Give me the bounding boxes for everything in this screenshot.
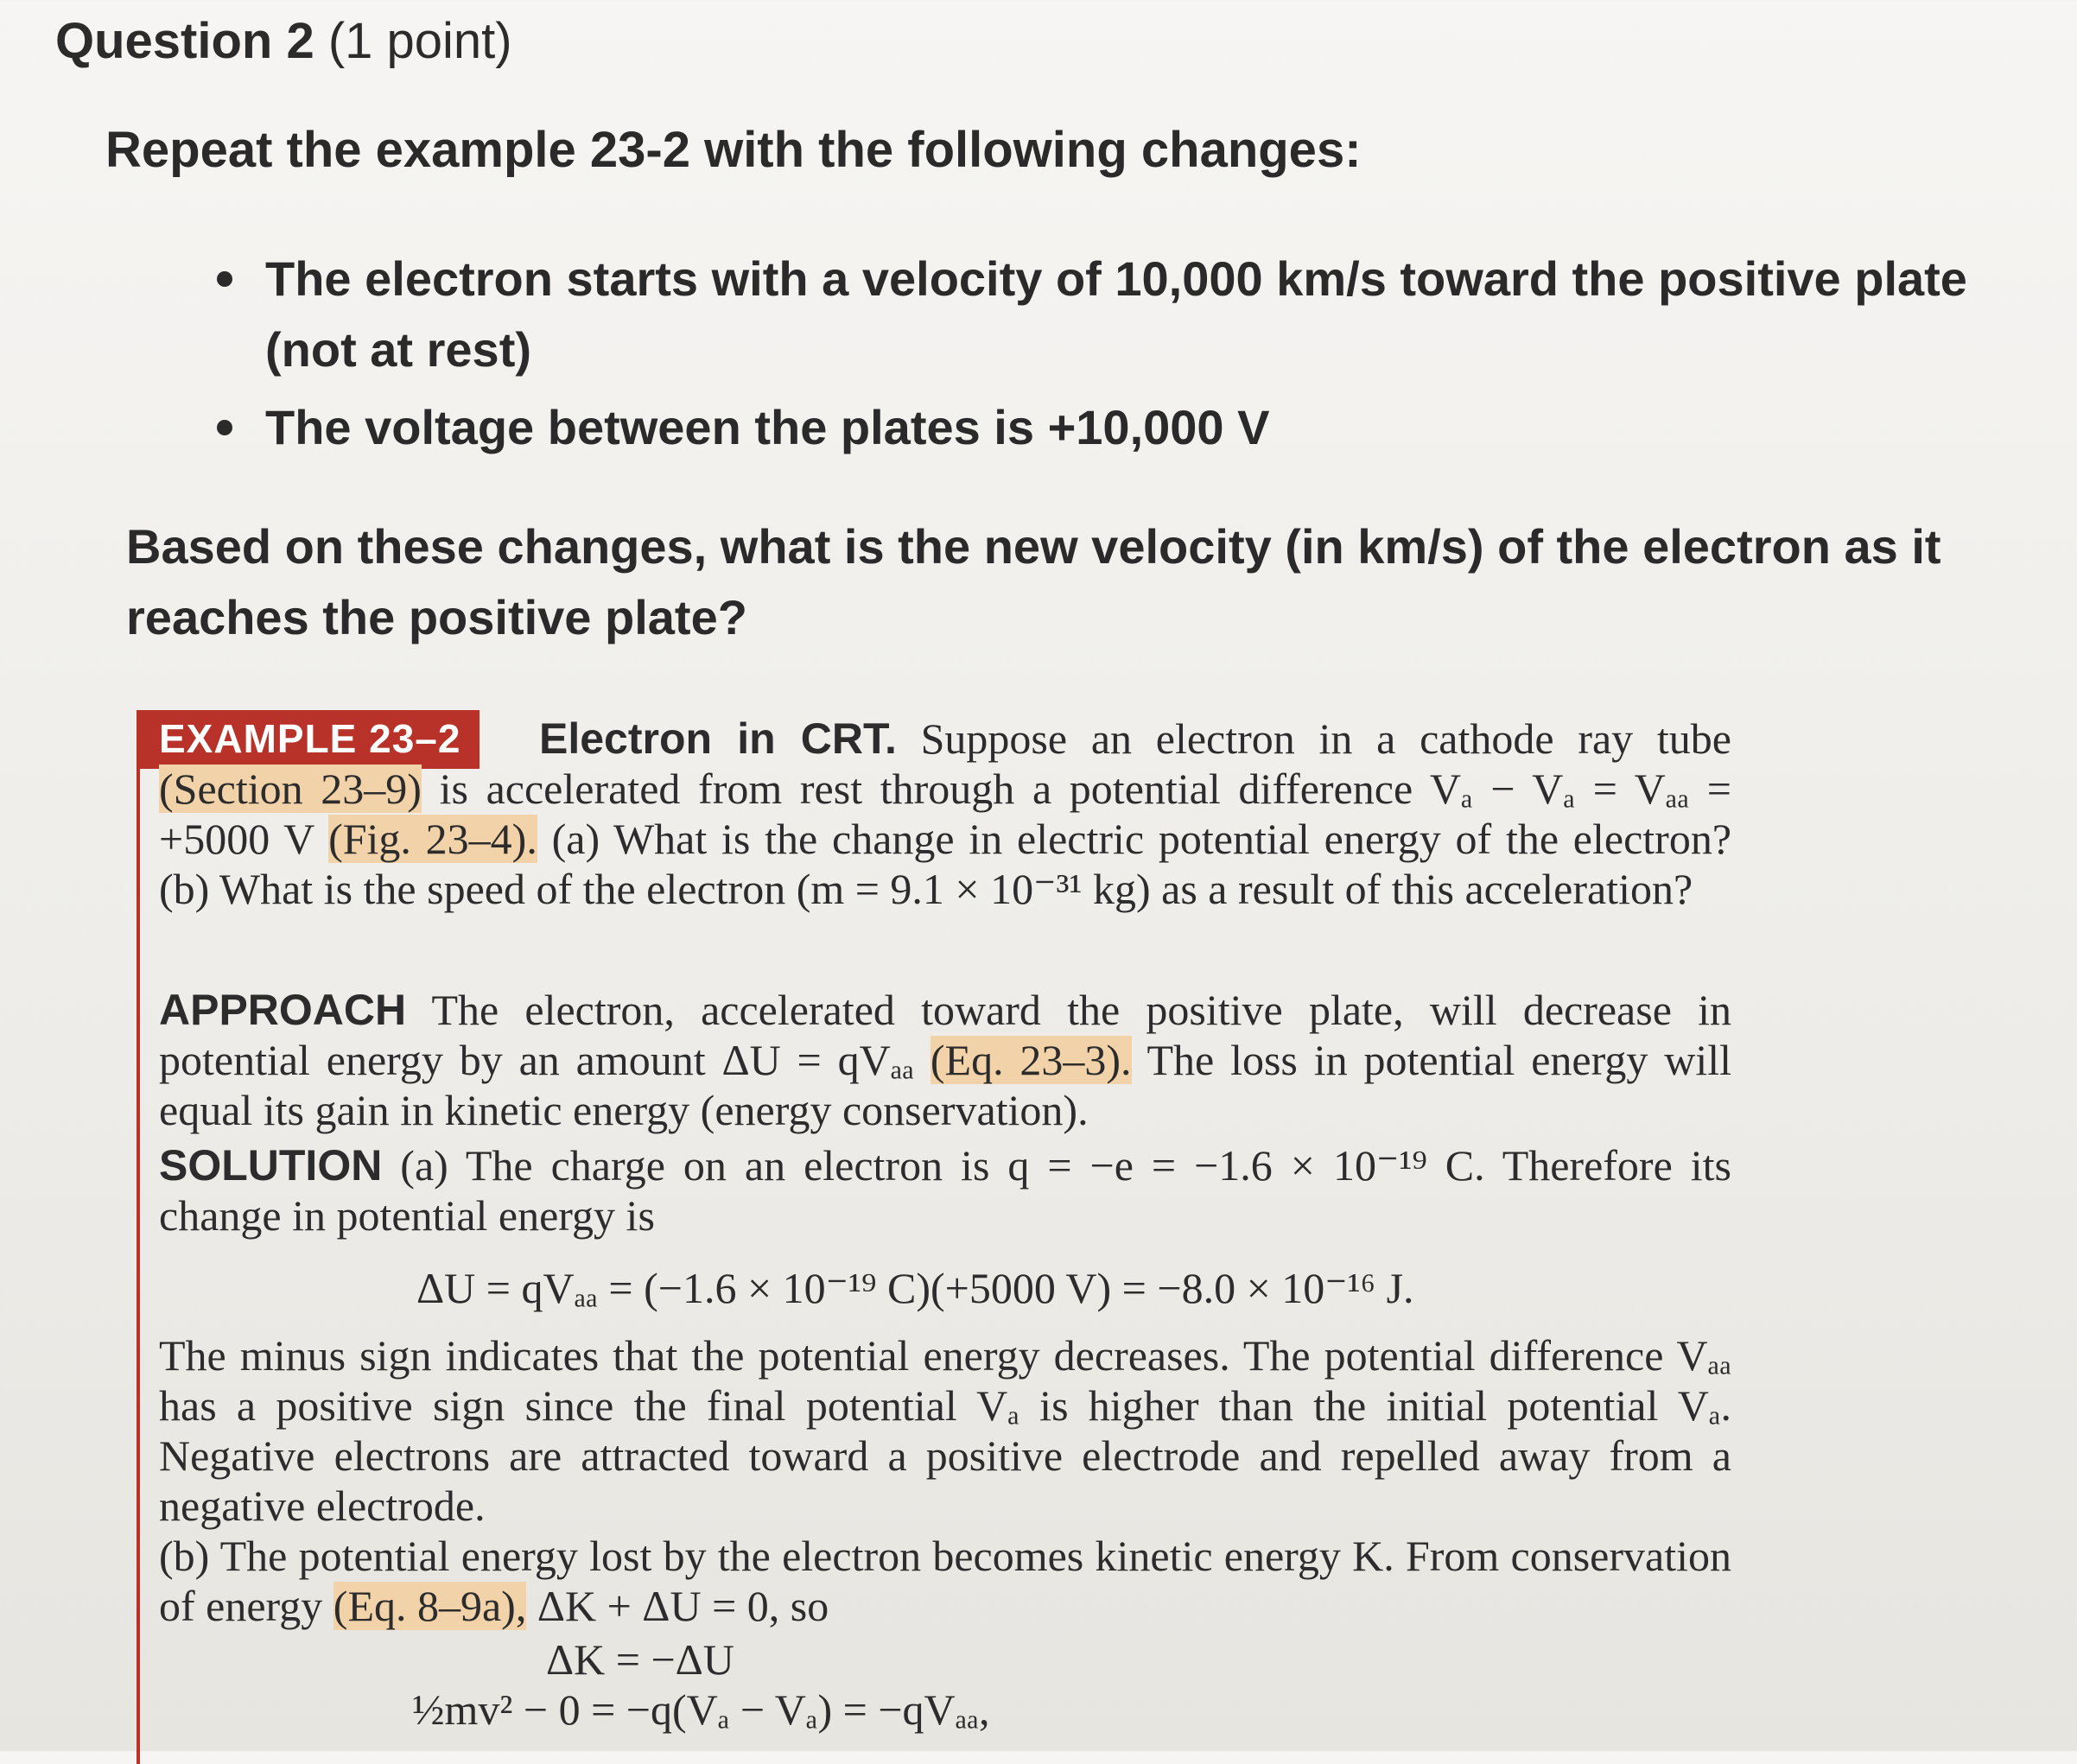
solution-text: (a) The charge on an electron is q = −e = −1.6 × 10⁻¹⁹ C. Therefore its change in potential energy is: [159, 1141, 1731, 1240]
figure-ref: (Fig. 23–4).: [328, 815, 537, 863]
minus-sign-paragraph: The minus sign indicates that the potential energy decreases. The potential difference Vₐₐ has a positive sign since the final potential Vₐ is higher than the initial potential Vₐ. Negative electrons are attracted toward a positive electrode and repelled away from a negative electrode.: [159, 1331, 1731, 1530]
approach-text: The loss in potential energy will equal its gain in kinetic energy (energy conservation).: [159, 1036, 1731, 1134]
section-ref: (Section 23–9): [159, 765, 422, 813]
bullet-text: The voltage between the plates is +10,000 V: [265, 400, 1270, 454]
approach-text: The electron, accelerated toward the positive plate, will decrease in potential energy by an amount ΔU = qVₐₐ: [159, 986, 1731, 1084]
question-points: (1 point): [327, 13, 512, 69]
bullet-text: The electron starts with a velocity of 10,000 km/s toward the positive plate (not at rest): [265, 251, 1967, 377]
question-title: [55, 12, 512, 70]
equation-delta-u: ΔU = qVₐₐ = (−1.6 × 10⁻¹⁹ C)(+5000 V) = −8.0 × 10⁻¹⁶ J.: [416, 1264, 1414, 1312]
equation-ref: (Eq. 23–3).: [930, 1036, 1132, 1084]
changes-list: [212, 244, 2026, 470]
bullet-icon: [217, 271, 232, 287]
equation-kinetic: ½mv² − 0 = −q(Vₐ − Vₐ) = −qVₐₐ,: [412, 1685, 990, 1734]
statement-text: Suppose an electron in a cathode ray tube: [896, 714, 1732, 763]
example-box: [137, 710, 1747, 1764]
part-b-text: (b) The potential energy lost by the electron becomes kinetic energy K. From conservation of energy: [159, 1532, 1731, 1630]
equation-delta-k: ΔK = −ΔU: [546, 1635, 734, 1684]
solution-paragraph: [159, 1140, 1731, 1241]
question-number: Question 2: [55, 13, 314, 69]
statement-text: (a) What is the change in electric potential energy of the electron? (b) What is the speed of the electron (m = 9.1 × 10⁻³¹ kg) as a result of this acceleration?: [159, 815, 1732, 913]
example-statement: [159, 714, 1731, 914]
part-b-text: ΔK + ΔU = 0, so: [526, 1582, 829, 1630]
approach-paragraph: [159, 985, 1731, 1135]
statement-text: is accelerated from rest through a potential difference Vₐ − Vₐ = Vₐₐ = +5000 V: [159, 765, 1731, 863]
part-b-paragraph: [159, 1531, 1731, 1631]
question-prompt: Based on these changes, what is the new velocity (in km/s) of the electron as it reaches the positive plate?: [126, 519, 1941, 644]
example-heading: Electron in CRT.: [539, 714, 897, 763]
equation-ref: (Eq. 8–9a),: [333, 1582, 527, 1630]
approach-label: APPROACH: [159, 986, 407, 1034]
list-item: [212, 392, 2026, 463]
bullet-icon: [217, 420, 232, 435]
example-badge: EXAMPLE 23–2: [140, 710, 480, 769]
question-intro: Repeat the example 23-2 with the following changes:: [105, 122, 1362, 178]
solution-label: SOLUTION: [159, 1141, 383, 1190]
list-item: [212, 244, 2026, 385]
